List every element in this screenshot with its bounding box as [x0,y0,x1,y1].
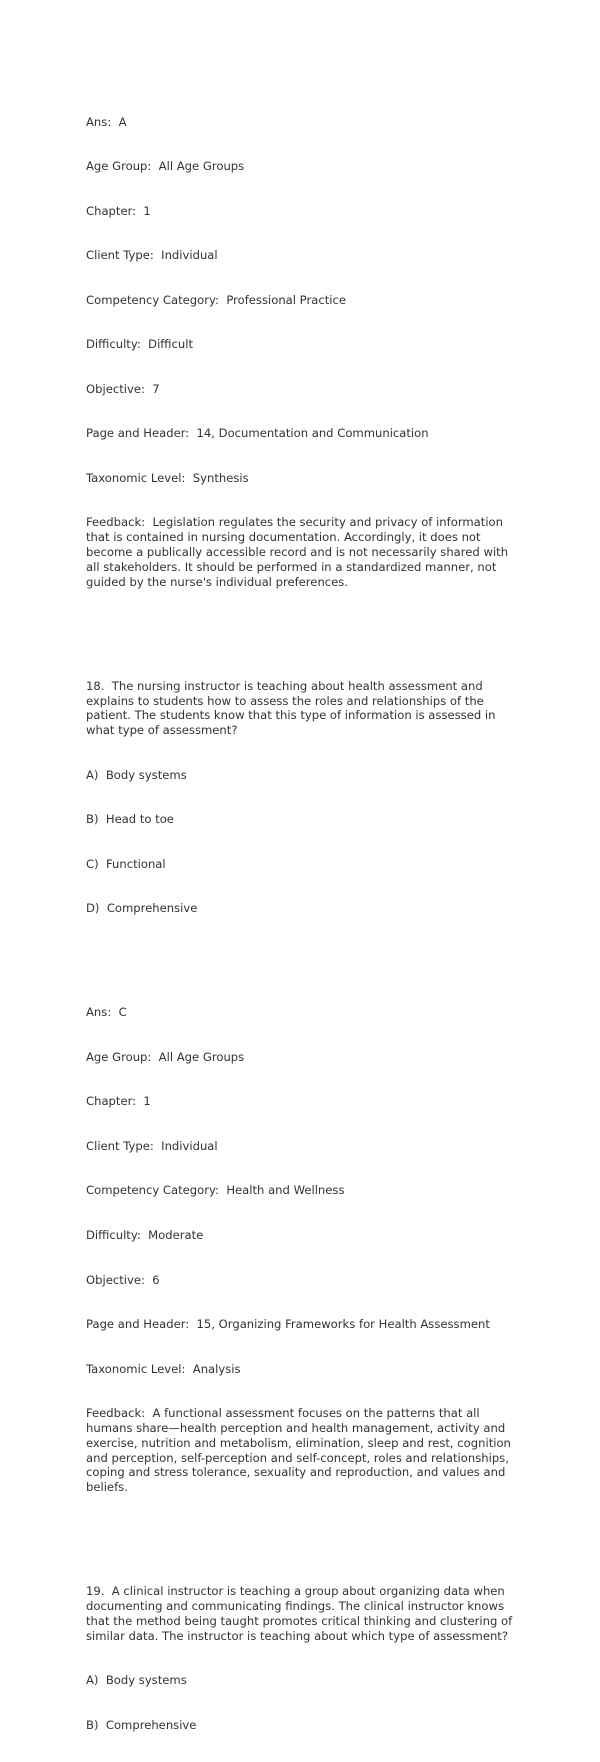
page-and-header-line: Page and Header: 15, Organizing Frameworks for Health Assessment [86,1317,490,1332]
client-type-line: Client Type: Individual [86,1138,218,1153]
answer-key-block [86,85,516,619]
choice-a[interactable]: A) Body systems [86,1673,187,1688]
feedback-paragraph: Feedback: Legislation regulates the security and privacy of information that is contained in nursing documentation. Accordingly, it does not become a publically accessible record and is not necessarily shared with all stakeholders. It should be performed in a standardized manner, not guided by the nurse's individual preferences. [86,515,512,589]
answer-key-block [86,976,516,1525]
choice-d[interactable]: D) Comprehensive [86,901,198,916]
taxonomic-level-line: Taxonomic Level: Analysis [86,1361,241,1376]
age-group-line: Age Group: All Age Groups [86,1049,245,1064]
choice-c[interactable]: C) Functional [86,856,166,871]
question-block-18 [86,649,516,946]
page-and-header-line: Page and Header: 14, Documentation and Communication [86,426,429,441]
competency-category-line: Competency Category: Health and Wellness [86,1183,345,1198]
choice-b[interactable]: B) Head to toe [86,812,174,827]
choice-a[interactable]: A) Body systems [86,767,187,782]
taxonomic-level-line: Taxonomic Level: Synthesis [86,470,249,485]
feedback-paragraph: Feedback: A functional assessment focuses on the patterns that all humans share—health perception and health management, activity and exercise, nutrition and metabolism, elimination, sleep and rest, cognition and perception, self-perception and self-concept, roles and relationships, coping and stress tolerance, sexuality and reproduction, and values and beliefs. [86,1406,515,1495]
difficulty-line: Difficulty: Moderate [86,1227,204,1242]
answer-line: Ans: A [86,114,127,129]
answer-line: Ans: C [86,1005,127,1020]
client-type-line: Client Type: Individual [86,248,218,263]
chapter-line: Chapter: 1 [86,203,151,218]
question-block-19 [86,1555,516,1762]
chapter-line: Chapter: 1 [86,1094,151,1109]
question-stem: 18. The nursing instructor is teaching about health assessment and explains to students how to assess the roles and relationships of the patient. The students know that this type of information is assessed in what type of assessment? [86,678,500,738]
competency-category-line: Competency Category: Professional Practice [86,292,346,307]
difficulty-line: Difficulty: Difficult [86,337,193,352]
choice-b[interactable]: B) Comprehensive [86,1717,197,1732]
objective-line: Objective: 7 [86,381,160,396]
question-stem: 19. A clinical instructor is teaching a group about organizing data when documenting and communicating findings. The clinical instructor knows that the method being taught promotes critical thinking and clustering of similar data. The instructor is teaching about which type of assessment? [86,1584,516,1643]
objective-line: Objective: 6 [86,1272,160,1287]
age-group-line: Age Group: All Age Groups [86,159,245,174]
